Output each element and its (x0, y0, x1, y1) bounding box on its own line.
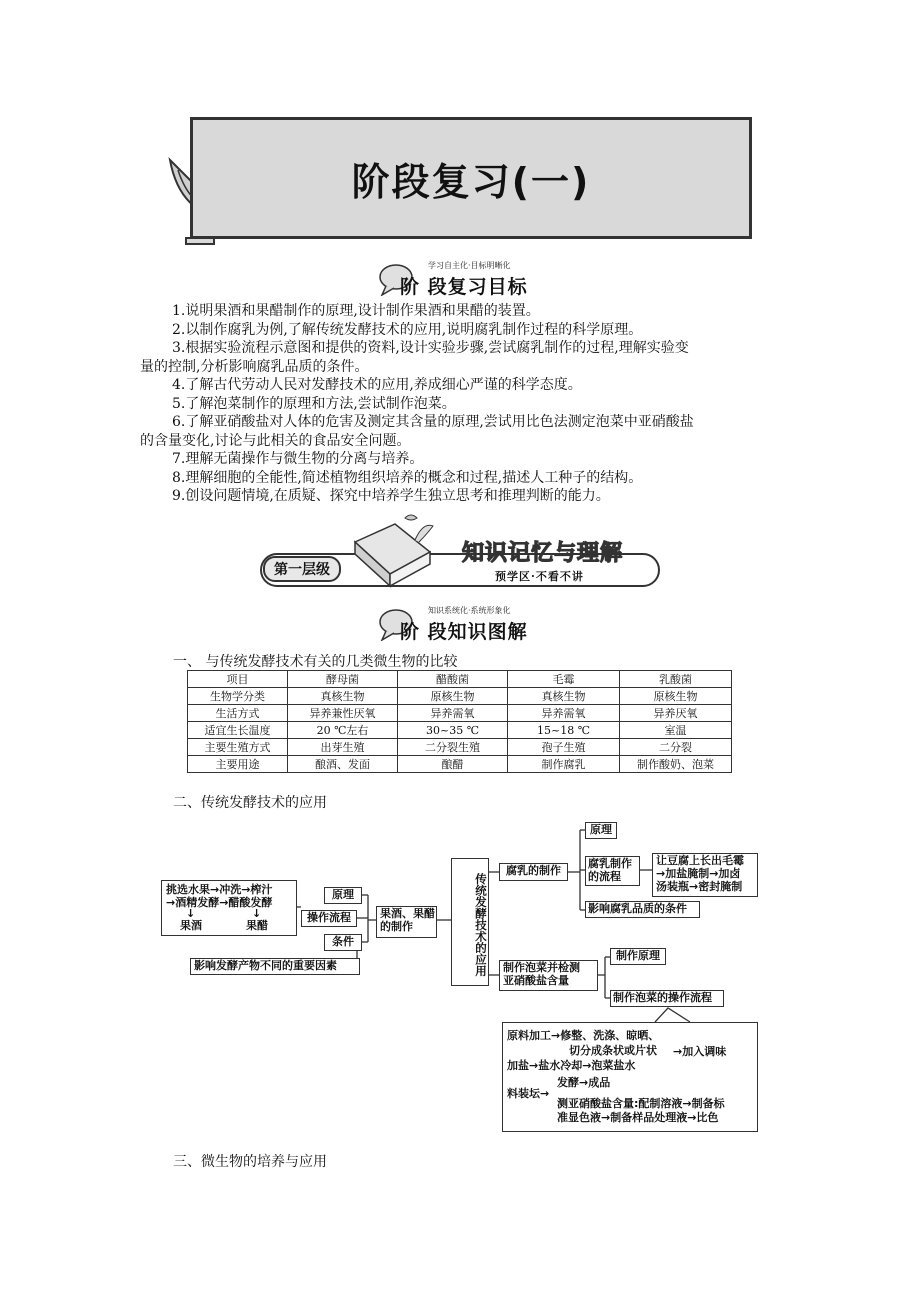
table-cell: 生物学分类 (188, 688, 288, 705)
table-cell: 真核生物 (288, 688, 398, 705)
goal-item: 量的控制,分析影响腐乳品质的条件。 (140, 358, 369, 375)
table-cell: 孢子生殖 (508, 739, 620, 756)
flow-line: 挑选水果→冲洗→榨汁 (166, 883, 273, 896)
goal-item: 4.了解古代劳动人民对发酵技术的应用,养成细心严谨的科学态度。 (172, 377, 582, 393)
flow-arrow-2: ↓ (252, 907, 262, 920)
fruit-wine-vinegar-box (376, 906, 437, 938)
table-cell: 二分裂 (620, 739, 732, 756)
paocai-process-box: 制作泡菜的操作流程 (610, 990, 724, 1007)
condition-box: 条件 (324, 934, 362, 951)
goal-item: 7.理解无菌操作与微生物的分离与培养。 (172, 451, 424, 467)
furu-principle-box: 原理 (585, 822, 617, 839)
furu-process-line: 的流程 (588, 870, 621, 883)
table-cell: 酵母菌 (288, 671, 398, 688)
table-cell: 二分裂生殖 (398, 739, 508, 756)
flow-product-1: 果酒 (180, 919, 202, 932)
detail-line: 料装坛→ (507, 1087, 550, 1100)
table-cell: 乳酸菌 (620, 671, 732, 688)
table-cell: 室温 (620, 722, 732, 739)
table-cell: 30~35 ℃ (398, 722, 508, 739)
goal-item: 3.根据实验流程示意图和提供的资料,设计实验步骤,尝试腐乳制作的过程,理解实验变 (172, 340, 689, 356)
influence-factor-box: 影响发酵产物不同的重要因素 (190, 958, 360, 975)
detail-line: 原料加工→修整、洗涤、晾晒、 (507, 1029, 660, 1042)
table-cell: 项目 (188, 671, 288, 688)
goal-item: 9.创设问题情境,在质疑、探究中培养学生独立思考和推理判断的能力。 (172, 488, 610, 504)
level-title: 知识记忆与理解 (462, 541, 624, 566)
fruit-wine-vinegar-line: 的制作 (380, 920, 413, 933)
table-cell: 15~18 ℃ (508, 722, 620, 739)
table-cell: 生活方式 (188, 705, 288, 722)
table-cell: 20 ℃左右 (288, 722, 398, 739)
paocai-box (499, 960, 598, 991)
section-heading-3: 三、微生物的培养与应用 (173, 1154, 327, 1170)
table-cell: 原核生物 (398, 688, 508, 705)
furu-quality-box: 影响腐乳品质的条件 (585, 901, 700, 918)
paocai-line: 制作泡菜并检测 (503, 961, 580, 974)
table-cell: 制作腐乳 (508, 756, 620, 773)
furu-process-box (585, 856, 640, 886)
detail-line: →加入调味 (673, 1045, 727, 1058)
table-cell: 酿酒、发面 (288, 756, 398, 773)
table-cell: 适宜生长温度 (188, 722, 288, 739)
furu-box: 腐乳的制作 (499, 863, 568, 881)
map-tag: 知识系统化·系统形象化 (428, 606, 511, 615)
center-topic-box (451, 858, 489, 986)
operation-flow-box: 操作流程 (301, 910, 357, 927)
goals-tag: 学习自主化·目标明晰化 (428, 261, 511, 270)
detail-line: 加盐→盐水冷却→泡菜盐水 (507, 1059, 636, 1072)
goal-item: 1.说明果酒和果醋制作的原理,设计制作果酒和果醋的装置。 (172, 303, 540, 319)
detail-line: 切分成条状或片状 (569, 1044, 657, 1057)
furu-steps-box (652, 853, 758, 897)
table-cell: 毛霉 (508, 671, 620, 688)
center-topic-text: 传统发酵技术的应用 (474, 873, 488, 977)
detail-line: 测亚硝酸盐含量:配制溶液→制备标 (557, 1097, 725, 1110)
furu-step-line: →加盐腌制→加卤 (656, 867, 741, 880)
section-heading-1: 一、 与传统发酵技术有关的几类微生物的比较 (173, 654, 458, 670)
furu-process-line: 腐乳制作 (588, 857, 632, 870)
detail-line: 发酵→成品 (557, 1076, 611, 1089)
paocai-line: 亚硝酸盐含量 (503, 974, 569, 987)
table-cell: 异养需氧 (398, 705, 508, 722)
flow-product-2: 果醋 (246, 919, 268, 932)
table-cell: 原核生物 (620, 688, 732, 705)
table-cell: 主要用途 (188, 756, 288, 773)
table-cell: 制作酸奶、泡菜 (620, 756, 732, 773)
map-title: 阶 段知识图解 (400, 621, 528, 643)
paocai-principle-box: 制作原理 (610, 948, 666, 965)
table-cell: 酿醋 (398, 756, 508, 773)
table-cell: 异养厌氧 (620, 705, 732, 722)
flow-arrow-1: ↓ (186, 907, 196, 920)
goal-item: 2.以制作腐乳为例,了解传统发酵技术的应用,说明腐乳制作过程的科学原理。 (172, 321, 643, 338)
fruit-wine-flow-box (161, 880, 297, 936)
principle-box: 原理 (324, 887, 362, 904)
fruit-wine-vinegar-line: 果酒、果醋 (380, 907, 435, 920)
section-heading-2: 二、传统发酵技术的应用 (173, 795, 327, 811)
furu-step-line: 汤装瓶→密封腌制 (656, 880, 743, 893)
page-title: 阶段复习(一) (351, 159, 591, 204)
detail-line: 准显色液→制备样品处理液→比色 (557, 1111, 719, 1124)
furu-step-line: 让豆腐上长出毛霉 (656, 854, 744, 867)
goal-item: 8.理解细胞的全能性,简述植物组织培养的概念和过程,描述人工种子的结构。 (172, 469, 643, 486)
table-cell: 异养需氧 (508, 705, 620, 722)
table-cell: 出芽生殖 (288, 739, 398, 756)
flow-line: →酒精发酵→醋酸发酵 (166, 896, 273, 909)
goals-title: 阶 段复习目标 (400, 276, 528, 298)
level-label: 第一层级 (263, 556, 341, 582)
paocai-detail-box (502, 1022, 758, 1132)
level-subtitle: 预学区·不看不讲 (495, 570, 584, 583)
goal-item: 6.了解亚硝酸盐对人体的危害及测定其含量的原理,尝试用比色法测定泡菜中亚硝酸盐 (172, 414, 694, 430)
table-cell: 异养兼性厌氧 (288, 705, 398, 722)
table-cell: 醋酸菌 (398, 671, 508, 688)
table-cell: 主要生殖方式 (188, 739, 288, 756)
goal-item: 的含量变化,讨论与此相关的食品安全问题。 (140, 432, 411, 449)
goal-item: 5.了解泡菜制作的原理和方法,尝试制作泡菜。 (172, 395, 456, 412)
table-cell: 真核生物 (508, 688, 620, 705)
